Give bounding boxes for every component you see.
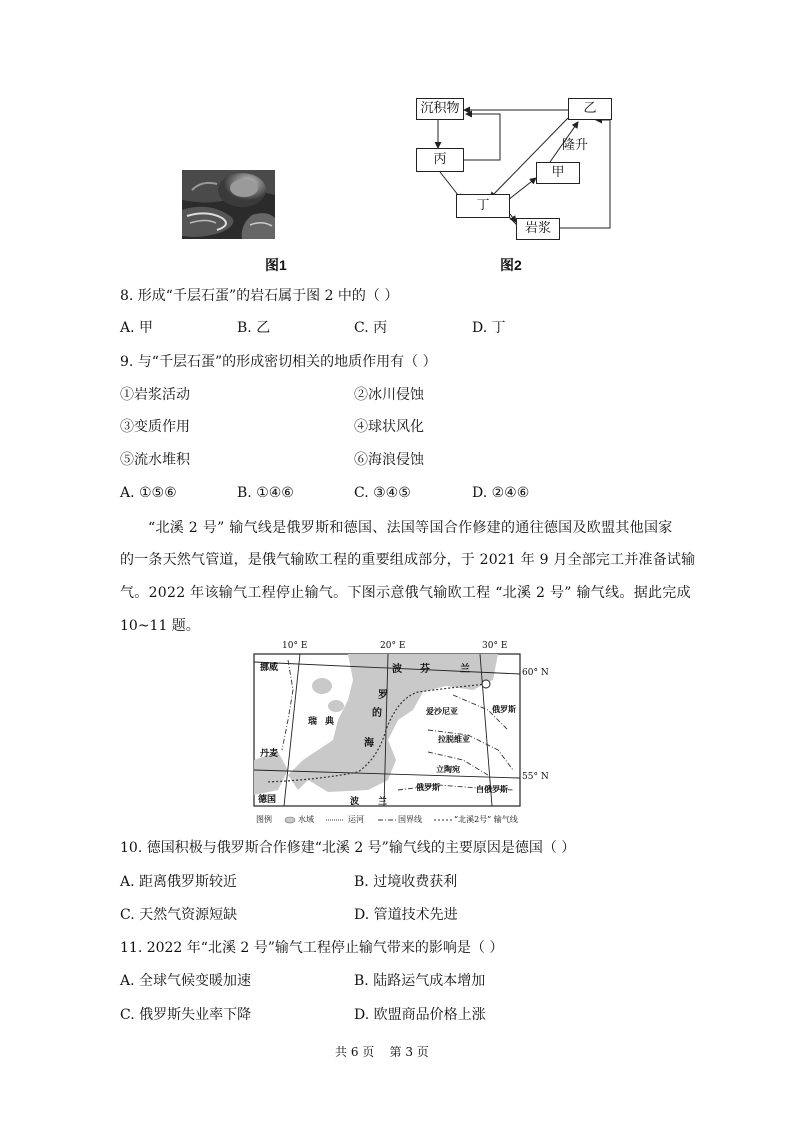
node-jia: 甲 [536,162,580,184]
q10-stem: 10. 德国积极与俄罗斯合作修建“北溪 2 号”输气线的主要原因是德国（ ） [120,840,576,856]
q9-option-b: B. ①④⑥ [237,485,294,501]
place-label: 兰 [460,664,470,675]
q9-item-4: ④球状风化 [354,419,424,435]
uplift-label: 隆升 [562,138,589,153]
q8-option-c: C. 丙 [354,320,388,336]
place-label: 爱沙尼亚 [426,706,458,716]
node-magma: 岩浆 [516,218,560,240]
place-label: 立陶宛 [436,764,460,774]
q8-option-a: A. 甲 [120,320,154,336]
place-label: 芬 [420,664,430,675]
q9-item-5: ⑤流水堆积 [120,452,190,468]
q10-option-c: C. 天然气资源短缺 [120,907,238,923]
figure2-caption: 图2 [500,257,522,273]
q11-option-c: C. 俄罗斯失业率下降 [120,1007,252,1023]
q8-option-b: B. 乙 [237,320,271,336]
node-yi: 乙 [568,98,612,120]
node-sediment: 沉积物 [416,98,464,120]
q10-option-a: A. 距离俄罗斯较近 [120,874,238,890]
q9-item-6: ⑥海浪侵蚀 [354,452,424,468]
q8-option-d: D. 丁 [472,320,506,336]
q11-stem: 11. 2022 年“北溪 2 号”输气工程停止输气带来的影响是（ ） [120,940,504,956]
q11-option-a: A. 全球气候变暖加速 [120,973,252,989]
place-label: 兰 [378,797,388,807]
q9-option-d: D. ②④⑥ [472,485,530,501]
page-footer: 共 6 页 第 3 页 [335,1045,429,1059]
q9-item-2: ②冰川侵蚀 [354,387,424,403]
legend-pipeline: “北溪2号” 输气线 [454,815,518,824]
q9-item-3: ③变质作用 [120,419,190,435]
q9-item-1: ①岩浆活动 [120,387,190,403]
q11-option-d: D. 欧盟商品价格上涨 [354,1007,486,1023]
q10-option-d: D. 管道技术先进 [354,907,458,923]
legend-canal: 运河 [348,815,364,824]
q9-option-c: C. ③④⑤ [354,485,411,501]
lat-label-60n: 60° N [522,668,549,678]
rock-cycle-diagram [400,92,620,244]
passage-line-3: 气。2022 年该输气工程停止输气。下图示意俄气输欧工程 “北溪 2 号” 输气线。据此完成 [120,585,691,601]
q10-option-b: B. 过境收费获利 [354,874,458,890]
lon-label-10e: 10° E [282,641,308,651]
node-bing: 丙 [416,148,464,172]
q11-option-b: B. 陆路运气成本增加 [354,973,486,989]
q9-stem: 9. 与“千层石蛋”的形成密切相关的地质作用有（ ） [120,354,437,370]
figure1-caption: 图1 [265,257,287,273]
place-label: 瑞典 [308,717,343,727]
figure1-photo [182,170,275,239]
place-label: 俄罗斯 [492,704,516,714]
node-ding: 丁 [456,194,510,218]
passage-line-2: 的一条天然气管道，是俄气输欧工程的重要组成部分，于 2021 年 9 月全部完工并准备试输 [120,552,696,568]
q8-stem: 8. 形成“千层石蛋”的岩石属于图 2 中的（ ） [120,288,399,304]
place-label: 俄罗斯 [416,782,440,792]
place-label: 的 [372,708,382,719]
place-label: 丹麦 [260,749,279,759]
place-label: 白俄罗斯 [476,784,508,794]
place-label: 波 [392,664,402,675]
legend-title: 图例 [256,815,272,824]
lon-label-30e: 30° E [482,641,508,651]
q9-option-a: A. ①⑤⑥ [120,485,177,501]
place-label: 波 [350,797,360,807]
place-label: 挪威 [260,663,279,673]
place-label: 德国 [258,795,277,805]
place-label: 海 [364,738,374,749]
legend-border: 国界线 [398,815,422,824]
passage-line-1: “北溪 2 号” 输气线是俄罗斯和德国、法国等国合作修建的通往德国及欧盟其他国家 [148,520,673,536]
passage-line-4: 10~11 题。 [120,618,200,634]
lat-label-55n: 55° N [522,772,549,782]
place-label: 拉脱维亚 [438,734,470,744]
lon-label-20e: 20° E [380,641,406,651]
legend-water: 水域 [298,815,314,824]
nord-stream-map [248,640,550,830]
place-label: 罗 [378,690,388,701]
